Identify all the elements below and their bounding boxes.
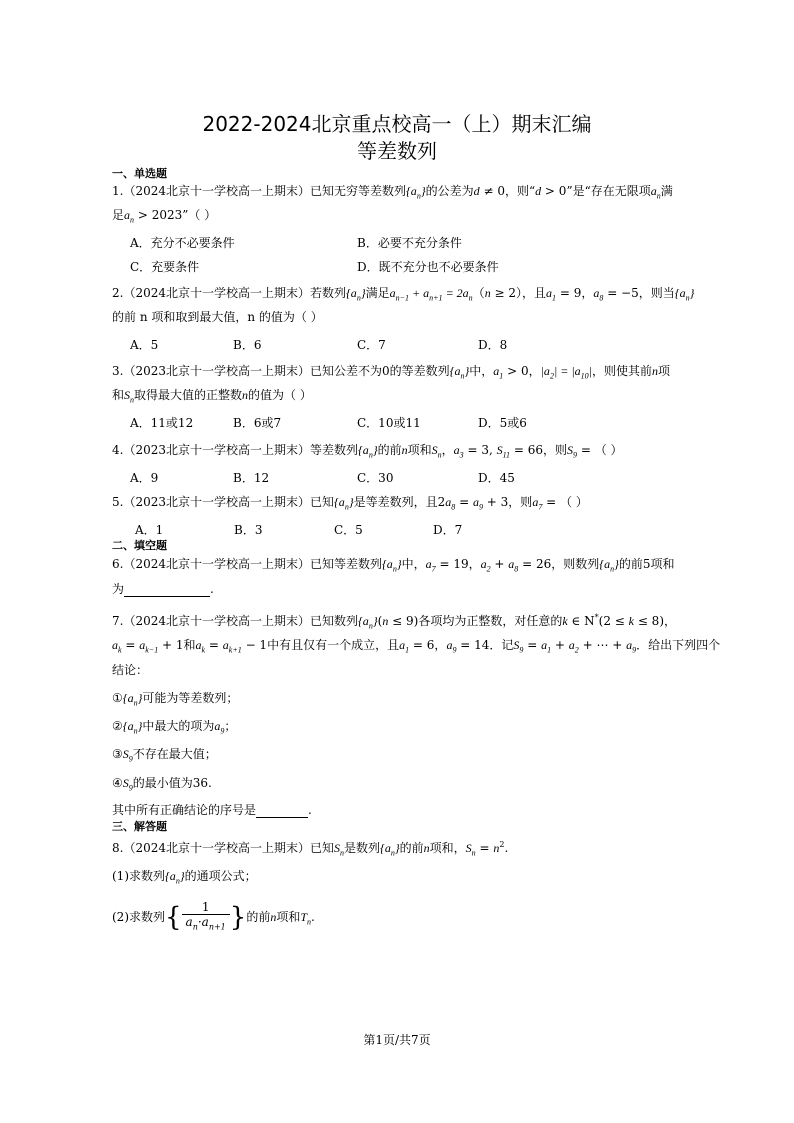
question-8-part-2: (2)求数列{ $\frac{1}{a_n\cdot a_{n+1}}$ }的前n项和$T_n$. — [112, 897, 687, 937]
question-8-part-1: (1)求数列$\{a_n\}$的通项公式； — [112, 869, 257, 886]
q4-option-a: A．9 — [130, 471, 159, 485]
question-7-line-3: 结论： — [112, 663, 149, 677]
q4-option-c: C．30 — [357, 471, 394, 485]
question-4-line-1: 4.（2023北京十一学校高一上期末）等差数列$\{a_n\}$的前n项和$S_n$，$a_3 = 3$, $S_{11} = 66$，则$S_9$ = （ ） — [112, 443, 623, 460]
question-2-line-2: 的前 n 项和取到最大值，n 的值为（ ） — [112, 310, 323, 324]
question-7-conclusion-3: $③S_9$不存在最大值； — [112, 747, 217, 764]
question-7-conclusion-1: $①\{a_n\}$可能为等差数列； — [112, 691, 239, 708]
q5-option-a: A．1 — [135, 523, 164, 537]
q1-option-d: D．既不充分也不必要条件 — [357, 260, 499, 274]
section-heading-solution: 三、解答题 — [112, 820, 167, 833]
q1-option-a: A．充分不必要条件 — [130, 236, 235, 250]
q3-option-a: A．11或12 — [130, 416, 194, 430]
q2-option-c: C．7 — [357, 338, 386, 352]
page-footer: 第1页/共7页 — [363, 1033, 431, 1047]
fraction-expression: $\frac{1}{a_n\cdot a_{n+1}}$ — [182, 900, 230, 934]
question-7-line-2: $a_k = a_{k-1} + 1$和$a_k = a_{k+1} - 1$中有且仅有一个成立，且$a_1 = 6$，$a_9 = 14$．记$S_9 = a_1 + a_2$ + ⋯ + $a_9$．给出下列四个 — [112, 638, 721, 655]
q1-option-c: C．充要条件 — [130, 260, 200, 274]
q3-option-d: D．5或6 — [478, 416, 527, 430]
question-7-conclusion-2: $②\{a_n\}$中最大的项为$a_9$； — [112, 719, 237, 736]
question-5-line-1: 5.（2023北京十一学校高一上期末）已知$\{a_n\}$是等差数列，且$2a_8 = a_9 + 3$，则$a_7$ = （ ） — [112, 495, 588, 512]
q5-option-c: C．5 — [334, 523, 363, 537]
page-title: 2022-2024北京重点校高一（上）期末汇编 — [202, 112, 592, 136]
page-subtitle: 等差数列 — [357, 139, 437, 163]
q2-option-a: A．5 — [130, 338, 159, 352]
q4-option-d: D．45 — [478, 471, 515, 485]
question-2-line-1: 2.（2024北京十一学校高一上期末）若数列$\{a_n\}$满足$a_{n-1} + a_{n+1} = 2a_n(n \ge 2)$，且$a_1 = 9$，$a_8 = -5$，则当$\{a_n\}$ — [112, 286, 695, 303]
question-7-conclusion-4: $④S_9$的最小值为36. — [112, 776, 212, 793]
q2-option-b: B．6 — [233, 338, 262, 352]
question-1-line-2: 足$a_n$ > 2023”（ ） — [112, 208, 217, 225]
question-7-prompt: 其中所有正确结论的序号是 . — [112, 803, 312, 817]
q6-answer-blank[interactable] — [124, 584, 210, 597]
q3-option-c: C．10或11 — [357, 416, 421, 430]
section-heading-single-choice: 一、单选题 — [112, 167, 167, 180]
q1-option-b: B．必要不充分条件 — [357, 236, 462, 250]
question-1-line-1: 1.（2024北京十一学校高一上期末）已知无穷等差数列$\{a_n\}$的公差为d ≠ 0，则“d > 0”是“存在无限项$a_n$满 — [112, 184, 673, 201]
q5-option-b: B．3 — [234, 523, 263, 537]
q2-option-d: D．8 — [478, 338, 508, 352]
section-heading-fill-blank: 二、填空题 — [112, 539, 167, 552]
question-6-line-1: 6.（2024北京十一学校高一上期末）已知等差数列$\{a_n\}$中，$a_7 = 19$，$a_2 + a_8 = 26$，则数列$\{a_n\}$的前5项和 — [112, 557, 675, 574]
q7-answer-blank[interactable] — [256, 805, 308, 818]
q5-option-d: D．7 — [433, 523, 463, 537]
question-8-line-1: 8.（2024北京十一学校高一上期末）已知$S_n$是数列$\{a_n\}$的前n项和，$S_n = n^2$. — [112, 840, 509, 858]
question-3-line-2: 和$S_n$取得最大值的正整数n的值为（ ） — [112, 388, 312, 405]
question-7-line-1: 7.（2024北京十一学校高一上期末）已知数列$\{a_n\}(n \le 9)$各项均为正整数，对任意的k ∈ N*(2 ≤ k ≤ 8)， — [112, 613, 677, 631]
question-6-line-2: 为 . — [112, 582, 214, 596]
q4-option-b: B．12 — [233, 471, 270, 485]
question-3-line-1: 3.（2023北京十一学校高一上期末）已知公差不为0的等差数列$\{a_n\}$中，$a_1 > 0$，$|a_2| = |a_{10}|$，则使其前n项 — [112, 364, 670, 381]
q3-option-b: B．6或7 — [233, 416, 282, 430]
